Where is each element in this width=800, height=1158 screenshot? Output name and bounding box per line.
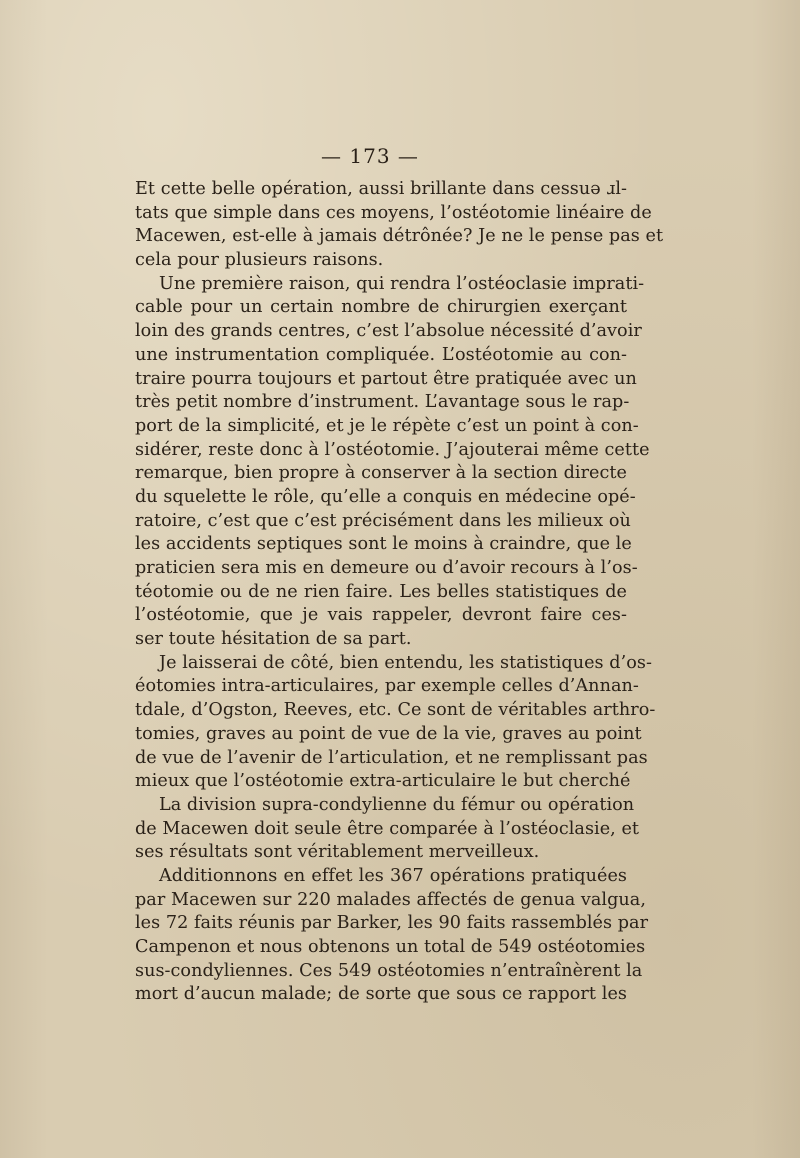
- text-line: par Macewen sur 220 malades affectés de genua valgua,: [135, 889, 646, 910]
- text-line: tomies, graves au point de vue de la vie, graves au point: [135, 723, 642, 744]
- text-line: ser toute hésitation de sa part.: [135, 629, 412, 650]
- text-line: tats que simple dans ces moyens, l’ostéotomie linéaire de: [135, 202, 652, 223]
- text-line: une instrumentation compliquée. L’ostéotomie au con-: [135, 344, 627, 365]
- text-line: les 72 faits réunis par Barker, les 90 faits rassemblés par: [135, 913, 649, 934]
- text-line: remarque, bien propre à conserver à la section directe: [135, 463, 627, 484]
- text-line: téotomie ou de ne rien faire. Les belles statistiques de: [135, 581, 627, 602]
- text-line: de vue de l’avenir de l’articulation, et ne remplissant pas: [135, 747, 648, 768]
- text-line: Campenon et nous obtenons un total de 549 ostéotomies: [135, 937, 646, 957]
- text-line: sus-condyliennes. Ces 549 ostéotomies n’entraînèrent la: [135, 960, 643, 981]
- text-line: sidérer, reste donc à l’ostéotomie. J’ajouterai même cette: [135, 439, 650, 460]
- text-line: cable pour un certain nombre de chirurgien exerçant: [135, 297, 627, 318]
- body-text: [135, 178, 664, 1007]
- text-line: Et cette belle opération, aussi brillante dans cessuə ɹl-: [135, 179, 627, 199]
- paragraph-start-line: La division supra-condylienne du fémur ou opération: [159, 794, 635, 815]
- text-line: de Macewen doit seule être comparée à l’ostéoclasie, et: [135, 818, 640, 839]
- text-line: tdale, d’Ogston, Reeves, etc. Ce sont de véritables arthro-: [135, 700, 656, 721]
- text-line: loin des grands centres, c’est l’absolue nécessité d’avoir: [135, 321, 642, 342]
- text-line: praticien sera mis en demeure ou d’avoir recours à l’os-: [135, 558, 638, 578]
- text-line: ratoire, c’est que c’est précisément dans les milieux où: [135, 510, 631, 531]
- text-line: ses résultats sont véritablement merveilleux.: [135, 842, 540, 863]
- text-line: Macewen, est-elle à jamais détrônée? Je ne le pense pas et: [135, 226, 664, 247]
- text-line: traire pourra toujours et partout être pratiquée avec un: [135, 368, 637, 389]
- text-line: les accidents septiques sont le moins à craindre, que le: [135, 534, 632, 555]
- text-line: du squelette le rôle, qu’elle a conquis en médecine opé-: [135, 486, 636, 507]
- page-number: — 173 —: [321, 144, 419, 168]
- text-line: mieux que l’ostéotomie extra-articulaire le but cherché: [135, 771, 631, 792]
- paragraph-start-line: Additionnons en effet les 367 opérations pratiquées: [159, 865, 627, 886]
- text-line: cela pour plusieurs raisons.: [135, 250, 384, 271]
- text-line: mort d’aucun malade; de sorte que sous ce rapport les: [135, 984, 627, 1005]
- text-line: port de la simplicité, et je le répète c’est un point à con-: [135, 415, 639, 436]
- paragraph-start-line: Une première raison, qui rendra l’ostéoclasie imprati-: [159, 273, 645, 294]
- text-line: éotomies intra-articulaires, par exemple celles d’Annan-: [135, 676, 639, 697]
- text-line: très petit nombre d’instrument. L’avantage sous le rap-: [135, 392, 630, 413]
- text-line: l’ostéotomie, que je vais rappeler, devront faire ces-: [135, 605, 627, 626]
- paragraph-start-line: Je laisserai de côté, bien entendu, les statistiques d’os-: [159, 652, 652, 673]
